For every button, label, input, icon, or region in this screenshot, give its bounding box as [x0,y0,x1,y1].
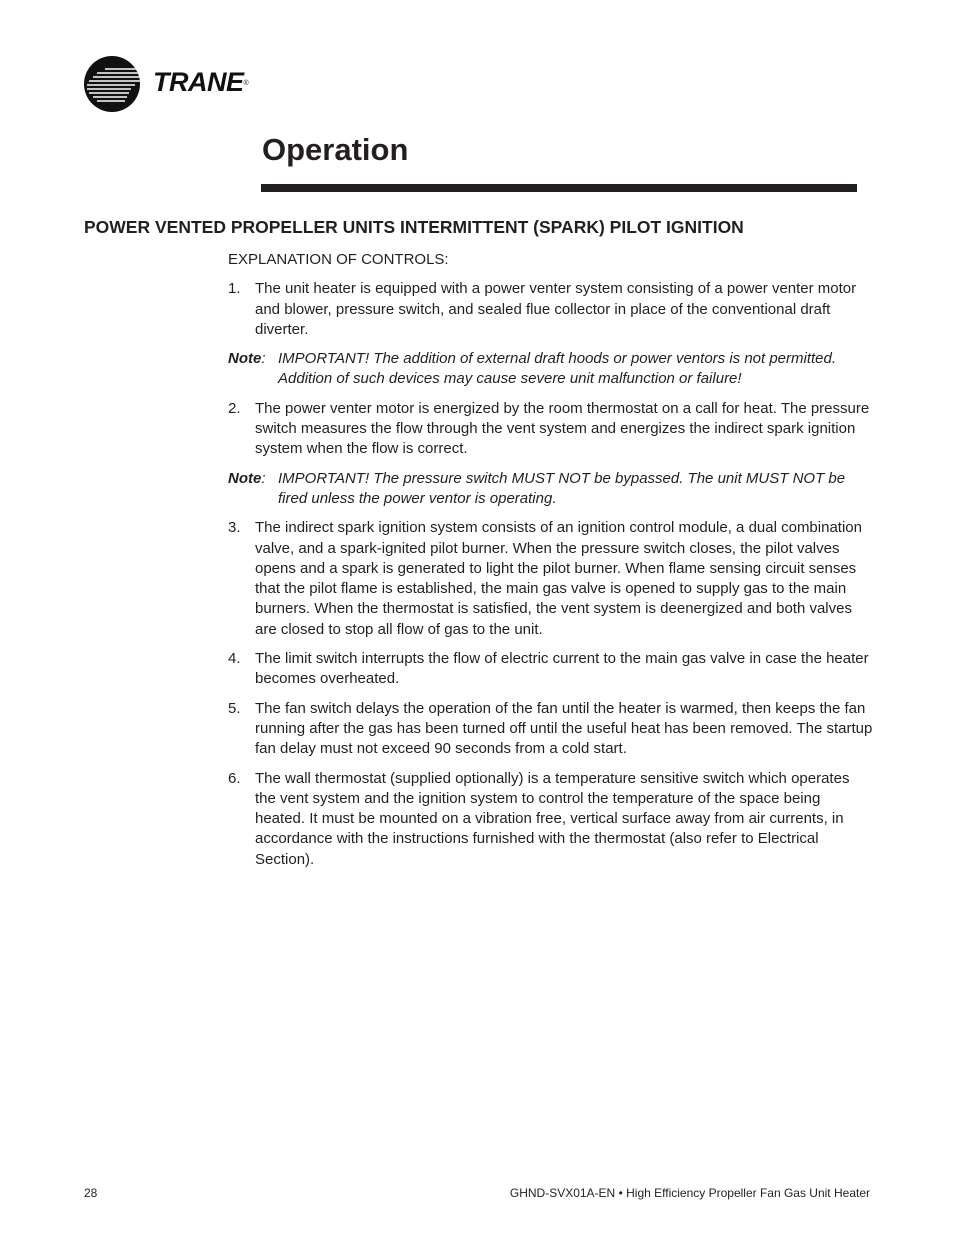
note [228,349,874,390]
note [228,469,874,510]
list-item-number: 2. [228,399,241,417]
footer-doc-id: GHND-SVX01A-EN [509,1186,616,1200]
list-item-text: The indirect spark ignition system consists of an ignition control module, a dual combination valve, and a spark-ignited pilot burner. When the pressure switch closes, the pilot valves opens and a spark is generated to light the pilot burner. When flame sensing circuit senses that the pilot flame is established, the main gas valve is opened to supply gas to the main burners. When the thermostat is satisfied, the vent system is deenergized and both valves are closed to stop all flow of gas to the unit. [255,519,862,638]
section-heading: POWER VENTED PROPELLER UNITS INTERMITTENT (SPARK) PILOT IGNITION [84,217,744,237]
page-title: Operation [262,132,409,167]
list-item-number: 5. [228,699,241,717]
list-item-number: 6. [228,769,241,787]
footer-page-number: 28 [84,1186,98,1200]
list-item [228,769,874,870]
list-item [228,699,874,760]
list-item-number: 4. [228,650,241,668]
note-label: Note: [228,469,266,487]
list-item-text: The power venter motor is energized by the room thermostat on a call for heat. The pressure switch measures the flow through the vent system and energizes the indirect spark ignition system when the flow is correct. [255,399,870,458]
list-item-text: The wall thermostat (supplied optionally) is a temperature sensitive switch which operates the vent system and the ignition system to control the temperature of the space being heated. It must be mounted on a vibration free, vertical surface away from air currents, in accordance with the instructions furnished with the thermostat (also refer to Electrical Section). [255,769,850,868]
body-content [228,250,874,879]
intro-text: EXPLANATION OF CONTROLS: [228,251,449,268]
list-item [228,649,874,690]
list-item-text: The unit heater is equipped with a power venter system consisting of a power venter motor and blower, pressure switch, and sealed flue collector in place of the conventional draft diverter. [255,280,857,338]
list-item [228,518,874,640]
trane-wordmark: TRANE® [153,67,249,97]
list-item [228,399,874,460]
trane-logo-mark-icon [83,55,141,113]
title-rule [261,184,857,192]
trane-logo [83,55,258,113]
footer-separator: • [618,1186,623,1200]
list-item [228,279,874,340]
list-item-number: 3. [228,519,241,537]
list-item-number: 1. [228,280,241,298]
note-label: Note: [228,350,266,368]
note-text: IMPORTANT! The pressure switch MUST NOT be bypassed. The unit MUST NOT be fired unless the power ventor is operating. [278,469,846,507]
list-item-text: The fan switch delays the operation of the fan until the heater is warmed, then keeps the fan running after the gas has been turned off until the useful heat has been removed. The startup fan delay must not exceed 90 seconds from a cold start. [255,699,873,758]
footer-doc-info [510,1185,870,1201]
note-text: IMPORTANT! The addition of external draft hoods or power ventors is not permitted. Addition of such devices may cause severe unit malfunction or failure! [278,350,837,388]
list-item-text: The limit switch interrupts the flow of electric current to the main gas valve in case the heater becomes overheated. [255,650,869,688]
registered-mark: ® [243,80,249,87]
footer-doc-title: High Efficiency Propeller Fan Gas Unit Heater [626,1186,870,1200]
